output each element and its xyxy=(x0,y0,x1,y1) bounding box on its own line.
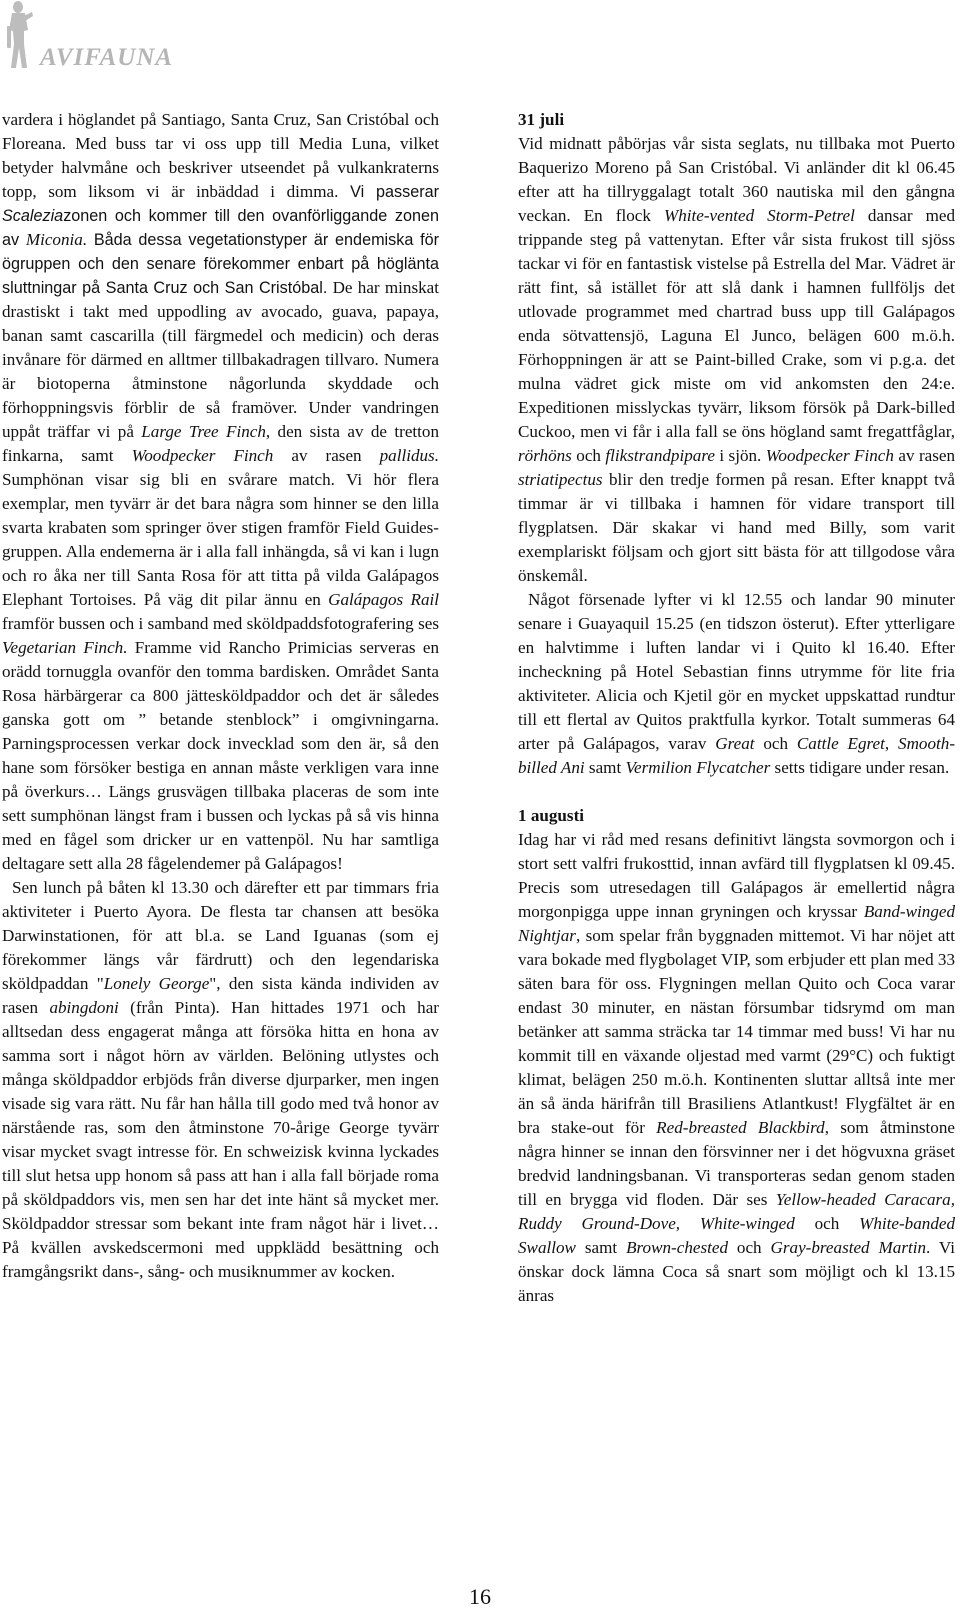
text-run: Något försenade lyfter vi kl 12.55 och landar 90 minuter senare i Guayaquil 15.25 (en tidszon österut). Efter ytterligare en halvtimme i luften landar vi i Quito kl 16.40. Efter incheckning på Hotel Sebastian finns utrymme för lite fria aktiviteter. Alicia och Kjetil gör en mycket uppskattad rundtur till ett flertal av Quitos praktfulla kyrkor. Totalt summeras 64 arter på Galápagos, varav xyxy=(518,590,955,753)
left-paragraph-2 xyxy=(2,876,439,1284)
species-name: Lonely George xyxy=(103,974,210,993)
text-run: i sjön. xyxy=(714,446,766,465)
species-name: pallidus. xyxy=(379,446,439,465)
text-run: vardera i höglandet på Santiago, Santa Cruz, San Cristóbal och Floreana. Med buss tar vi oss upp till Media Luna, vilket betyder halvmåne och beskriver utseendet på vulkankraterns topp, som liksom vi är inbäddad i dimma. xyxy=(2,110,439,201)
text-run: ", den sista kända individen av rasen xyxy=(2,974,439,1017)
text-run: samt xyxy=(584,758,626,777)
text-run: av rasen xyxy=(273,446,380,465)
date-heading-1-augusti: 1 augusti xyxy=(518,806,585,825)
species-name: Woodpecker Finch xyxy=(765,446,894,465)
species-name: Band-winged Nightjar xyxy=(518,902,955,945)
text-run: , xyxy=(884,734,899,753)
species-name: White-vented Storm-Petrel xyxy=(663,206,855,225)
paragraph-spacer xyxy=(518,780,955,804)
text-run: blir den tredje formen på resan. Efter knappt två timmar är vi tillbaka i hamnen för vidare transport till flygplatsen. Där skakar vi hand med Billy, som varit exemplariskt följsam och gjort sitt bästa för att tillgodose våra önskemål. xyxy=(518,470,955,585)
text-run: Sumphönan visar sig bli en svårare match. Vi hör flera exemplar, men tyvärr är det bara några som hinner se den lilla svarta krabaten som springer över stigen framför Field Guides-gruppen. Alla endemerna är i alla fall inhängda, så vi kan i lugn och ro åka ner till Santa Rosa för att titta på vilda Galápagos Elephant Tortoises. På väg dit pilar ännu en xyxy=(2,470,439,609)
birdwatcher-silhouette-icon xyxy=(4,0,34,72)
text-run: , som spelar från byggnaden mittemot. Vi har nöjet att vara bokade med flygbolaget VIP, som erbjuder ett plan med 33 säten bara för oss. Flygningen mellan Quito och Coca varar endast 30 minuter, en nästan försumbar tidsrymd om man betänker att samma sträcka tar 14 timmar med buss! Vi har nu kommit till en växande oljestad med varmt (29°C) och fuktigt klimat, belägen 250 m.ö.h. Kontinenten sluttar alltså inte mer än så ända härifrån till Brasiliens Atlantkust! Flygfältet är en bra stake-out för xyxy=(518,926,955,1137)
species-name: abingdoni xyxy=(49,998,119,1017)
text-run: dansar med trippande steg på vattenytan. Efter vår sista frukost till sjöss tackar vi för en fantastisk vistelse på Estrella del Mar. Vädret är rätt fint, så istället för att slå dank i hamnen fullföljs det utlovade programmet med chartrad buss upp till Galápagos enda sötvattensjö, Laguna El Junco, belägen 600 m.ö.h. Förhoppningen är att se Paint-billed Crake, som vi p.g.a. det mulna vädret gick miste om vid ankomsten den 24:e. Expeditionen misslyckas tyvärr, liksom försök på Dark-billed Cuckoo, men vi får i alla fall se öns högland samt fregattfåglar, xyxy=(518,206,955,441)
text-run: Vid midnatt påbörjas vår sista seglats, nu tillbaka mot Puerto Baquerizo Moreno på San Cristóbal. Vi anländer dit kl 06.45 efter att ha tillryggalagt totalt 360 nautiska mil den gångna veckan. En flock xyxy=(518,134,955,225)
text-run: Framme vid Rancho Primicias serveras en orädd tornuggla ovanför den tomma bardisken. Området Santa Rosa härbärgerar ca 800 jättesköldpaddor och det är således ganska gott om ” betande stenblock” i omgivningarna. Parningsprocessen verkar dock invecklad som den är, så den hane som försöker bestiga en annan måste verkligen vara inne på överkurs… Längs grusvägen tillbaka placeras de som inte sett sumphönan längst fram i bussen och lyckas på så vis hinna med en fågel som dricker ur en vattenpöl. Nu har samtliga deltagare sett alla 28 fågelendemer på Galápagos! xyxy=(2,638,439,873)
text-run: . Vi önskar dock lämna Coca så snart som möjligt och kl 13.15 änras xyxy=(518,1238,955,1305)
left-paragraph-1 xyxy=(2,108,439,876)
text-run: av rasen xyxy=(893,446,956,465)
species-name: Red-breasted Blackbird xyxy=(656,1118,825,1137)
text-run: framför bussen och i samband med sköldpaddsfotografering ses xyxy=(2,614,439,633)
species-name: Yellow-headed Caracara, Ruddy Ground-Dove, White-winged xyxy=(518,1190,955,1233)
species-name: Miconia. xyxy=(25,230,88,249)
species-name: Great xyxy=(715,734,755,753)
text-run: De har minskat drastiskt i takt med uppodling av avocado, guava, papaya, banan samt cascarilla (till färgmedel och medicin) och deras invånare för därmed en alltmer tillbakadragen tillvaro. Numera är biotoperna åtminstone någorlunda skyddade och förhoppningsvis förblir de så framöver. Under vandringen uppåt träffar vi på xyxy=(2,278,439,441)
species-name: striatipectus xyxy=(518,470,603,489)
species-name: Brown-chested xyxy=(626,1238,728,1257)
species-name: Vegetarian Finch. xyxy=(2,638,128,657)
text-run: , som åtminstone några hinner se innan den försvinner ner i det högvuxna gräset bredvid landningsbanan. Vi transporteras sedan genom staden till en brygga vid floden. Där ses xyxy=(518,1118,955,1209)
text-run: setts tidigare under resan. xyxy=(770,758,950,777)
left-column xyxy=(2,108,439,1284)
text-run: och xyxy=(728,1238,771,1257)
avifauna-logo xyxy=(4,0,184,80)
species-name: Gray-breasted Martin xyxy=(770,1238,927,1257)
species-name: Vermilion Flycatcher xyxy=(625,758,771,777)
species-name: Smooth-billed Ani xyxy=(518,734,956,777)
species-name: White-banded Swallow xyxy=(518,1214,955,1257)
species-name: rörhöns xyxy=(518,446,572,465)
text-run-sans: Båda dessa vegetationstyper är endemiska för ögruppen och den senare förekommer enbart på höglänta sluttningar på Santa Cruz och San Cristóbal. xyxy=(2,231,439,297)
species-name: Cattle Egret xyxy=(796,734,885,753)
text-run: och xyxy=(754,734,797,753)
right-column xyxy=(518,108,955,1308)
right-paragraph-3 xyxy=(518,828,955,1308)
page-number: 16 xyxy=(469,1584,491,1609)
text-run: Idag har vi råd med resans definitivt längsta sovmorgon och i stort sett valfri frukosttid, innan avfärd till flygplatsen kl 09.45. Precis som utresedagen till Galápagos är emellertid några morgonpigga uppe innan gryningen och kryssar xyxy=(518,830,955,921)
species-name: Woodpecker Finch xyxy=(131,446,274,465)
text-run: Vi passerar xyxy=(338,183,440,201)
text-run: och xyxy=(794,1214,860,1233)
species-name: flikstrandpipare xyxy=(605,446,715,465)
species-name: Scalezia xyxy=(2,207,64,225)
date-heading-31-juli: 31 juli xyxy=(518,110,565,129)
text-run: samt xyxy=(575,1238,627,1257)
text-run: (från Pinta). Han hittades 1971 och har alltsedan dess engagerat många att försöka hitta en hona av samma sort i något hörn av världen. Belöning utlystes och många sköldpaddor erbjöds från diverse djurparker, men ingen visade sig vara rätt. Nu får han hålla till godo med två honor av närstående ras, som den åtminstone 70-årige George tyvärr visar mycket svagt intresse för. En schweizisk kvinna lyckades till slut hetsa upp honom så pass att han i alla fall började roma på sköldpaddors vis, men sen har det inte hänt så mycket mer. Sköldpaddor stressar som bekant inte fram något här i livet… På kvällen avskedscermoni med uppklädd besättning och framgångsrikt dans-, sång- och musiknummer av kocken. xyxy=(2,998,439,1281)
text-run: och xyxy=(571,446,606,465)
logo-wordmark: AVIFAUNA xyxy=(40,44,174,71)
text-run: , den sista av de tretton finkarna, samt xyxy=(2,422,439,465)
right-paragraph-2 xyxy=(518,588,955,780)
text-run: Sen lunch på båten kl 13.30 och därefter ett par timmars fria aktiviteter i Puerto Ayora. De flesta tar chansen att besöka Darwinstationen, för att bl.a. se Land Iguanas (som ej förekommer längs vår färdrutt) och den legendariska sköldpaddan " xyxy=(2,878,439,993)
species-name: Large Tree Finch xyxy=(141,422,266,441)
right-paragraph-1 xyxy=(518,132,955,588)
text-run: zonen och kommer till den ovanförliggande zonen av xyxy=(2,207,439,249)
species-name: Galápagos Rail xyxy=(328,590,439,609)
